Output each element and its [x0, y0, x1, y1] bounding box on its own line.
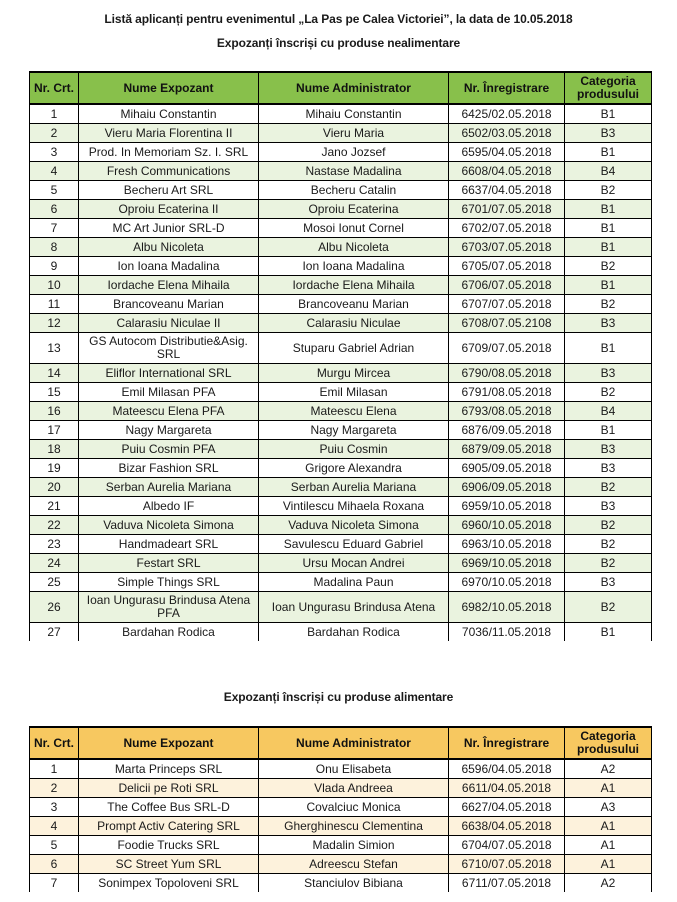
- cell-categoria: A2: [565, 759, 652, 779]
- cell-nume-expozant: GS Autocom Distributie&Asig. SRL: [79, 333, 259, 364]
- cell-categoria: B4: [565, 162, 652, 181]
- table-row: [30, 238, 652, 257]
- cell-nume-administrator: Vlada Andreea: [259, 779, 449, 798]
- cell-nume-expozant: Oproiu Ecaterina II: [79, 200, 259, 219]
- table-row: [30, 440, 652, 459]
- cell-nume-administrator: Mihaiu Constantin: [259, 104, 449, 124]
- table-row: [30, 779, 652, 798]
- cell-nr-crt: 6: [30, 200, 79, 219]
- cell-nr-inregistrare: 6608/04.05.2018: [449, 162, 565, 181]
- cell-nr-crt: 11: [30, 295, 79, 314]
- cell-categoria: B1: [565, 623, 652, 642]
- cell-nr-inregistrare: 6879/09.05.2018: [449, 440, 565, 459]
- cell-nr-inregistrare: 6611/04.05.2018: [449, 779, 565, 798]
- cell-nr-inregistrare: 6982/10.05.2018: [449, 592, 565, 623]
- cell-categoria: B2: [565, 383, 652, 402]
- cell-nume-administrator: Brancoveanu Marian: [259, 295, 449, 314]
- cell-nume-administrator: Vaduva Nicoleta Simona: [259, 516, 449, 535]
- cell-categoria: B3: [565, 573, 652, 592]
- cell-nume-expozant: Ion Ioana Madalina: [79, 257, 259, 276]
- cell-categoria: B3: [565, 124, 652, 143]
- cell-nr-crt: 19: [30, 459, 79, 478]
- cell-categoria: B1: [565, 421, 652, 440]
- cell-nr-inregistrare: 7036/11.05.2018: [449, 623, 565, 642]
- cell-nume-administrator: Mateescu Elena: [259, 402, 449, 421]
- cell-nr-crt: 5: [30, 181, 79, 200]
- cell-nr-inregistrare: 6710/07.05.2018: [449, 855, 565, 874]
- cell-categoria: B1: [565, 143, 652, 162]
- cell-nume-administrator: Savulescu Eduard Gabriel: [259, 535, 449, 554]
- cell-nume-administrator: Covalciuc Monica: [259, 798, 449, 817]
- cell-nume-expozant: Serban Aurelia Mariana: [79, 478, 259, 497]
- cell-nume-expozant: Brancoveanu Marian: [79, 295, 259, 314]
- cell-nr-crt: 1: [30, 104, 79, 124]
- cell-nr-crt: 8: [30, 238, 79, 257]
- table-row: [30, 478, 652, 497]
- cell-nume-expozant: Emil Milasan PFA: [79, 383, 259, 402]
- cell-nume-expozant: Foodie Trucks SRL: [79, 836, 259, 855]
- cell-nume-administrator: Ion Ioana Madalina: [259, 257, 449, 276]
- cell-nume-expozant: Becheru Art SRL: [79, 181, 259, 200]
- cell-categoria: B3: [565, 497, 652, 516]
- cell-nume-expozant: Albedo IF: [79, 497, 259, 516]
- cell-nr-inregistrare: 6790/08.05.2018: [449, 364, 565, 383]
- cell-nr-crt: 18: [30, 440, 79, 459]
- table-row: [30, 364, 652, 383]
- cell-nr-inregistrare: 6706/07.05.2018: [449, 276, 565, 295]
- cell-categoria: B1: [565, 200, 652, 219]
- header-nume-administrator: Nume Administrator: [259, 72, 449, 104]
- cell-nr-crt: 3: [30, 798, 79, 817]
- cell-nume-administrator: Calarasiu Niculae: [259, 314, 449, 333]
- cell-categoria: B1: [565, 276, 652, 295]
- cell-nr-inregistrare: 6502/03.05.2018: [449, 124, 565, 143]
- cell-nr-crt: 15: [30, 383, 79, 402]
- cell-nume-expozant: Mihaiu Constantin: [79, 104, 259, 124]
- cell-nr-crt: 25: [30, 573, 79, 592]
- cell-nume-expozant: Puiu Cosmin PFA: [79, 440, 259, 459]
- cell-nume-expozant: The Coffee Bus SRL-D: [79, 798, 259, 817]
- table-row: [30, 143, 652, 162]
- table-row: [30, 257, 652, 276]
- cell-nume-administrator: Puiu Cosmin: [259, 440, 449, 459]
- cell-nume-administrator: Bardahan Rodica: [259, 623, 449, 642]
- table-row: [30, 497, 652, 516]
- cell-categoria: B3: [565, 364, 652, 383]
- cell-nume-administrator: Nastase Madalina: [259, 162, 449, 181]
- cell-nr-inregistrare: 6791/08.05.2018: [449, 383, 565, 402]
- table-row: [30, 798, 652, 817]
- table-row: [30, 314, 652, 333]
- cell-categoria: A2: [565, 874, 652, 893]
- table-header-row: [30, 727, 652, 759]
- table-row: [30, 124, 652, 143]
- cell-nr-crt: 6: [30, 855, 79, 874]
- cell-nume-administrator: Madalina Paun: [259, 573, 449, 592]
- table-row: [30, 104, 652, 124]
- cell-categoria: B3: [565, 314, 652, 333]
- cell-nume-expozant: Nagy Margareta: [79, 421, 259, 440]
- cell-nume-administrator: Oproiu Ecaterina: [259, 200, 449, 219]
- cell-categoria: B2: [565, 592, 652, 623]
- cell-nr-crt: 17: [30, 421, 79, 440]
- cell-nume-expozant: Marta Princeps SRL: [79, 759, 259, 779]
- header-nr-inregistrare: Nr. Înregistrare: [449, 727, 565, 759]
- cell-nume-administrator: Emil Milasan: [259, 383, 449, 402]
- table-row: [30, 402, 652, 421]
- cell-categoria: B3: [565, 440, 652, 459]
- cell-categoria: A1: [565, 817, 652, 836]
- cell-nume-administrator: Murgu Mircea: [259, 364, 449, 383]
- cell-nr-crt: 4: [30, 162, 79, 181]
- cell-nume-expozant: Vaduva Nicoleta Simona: [79, 516, 259, 535]
- table-row: [30, 836, 652, 855]
- cell-nume-expozant: Sonimpex Topoloveni SRL: [79, 874, 259, 893]
- table-row: [30, 623, 652, 642]
- cell-nr-crt: 7: [30, 219, 79, 238]
- cell-nr-crt: 16: [30, 402, 79, 421]
- table-row: [30, 554, 652, 573]
- cell-nume-expozant: Vieru Maria Florentina II: [79, 124, 259, 143]
- cell-nume-expozant: Calarasiu Niculae II: [79, 314, 259, 333]
- cell-nume-expozant: MC Art Junior SRL-D: [79, 219, 259, 238]
- cell-nr-inregistrare: 6959/10.05.2018: [449, 497, 565, 516]
- cell-nr-crt: 4: [30, 817, 79, 836]
- cell-nume-expozant: Albu Nicoleta: [79, 238, 259, 257]
- header-categoria: Categoria produsului: [565, 727, 652, 759]
- cell-nr-inregistrare: 6709/07.05.2018: [449, 333, 565, 364]
- header-nr-inregistrare: Nr. Înregistrare: [449, 72, 565, 104]
- cell-nume-administrator: Stanciulov Bibiana: [259, 874, 449, 893]
- cell-categoria: B3: [565, 459, 652, 478]
- table-row: [30, 200, 652, 219]
- cell-categoria: A1: [565, 779, 652, 798]
- cell-nr-crt: 5: [30, 836, 79, 855]
- cell-nume-expozant: Prod. In Memoriam Sz. I. SRL: [79, 143, 259, 162]
- cell-categoria: B2: [565, 295, 652, 314]
- cell-categoria: A1: [565, 855, 652, 874]
- cell-nume-expozant: Delicii pe Roti SRL: [79, 779, 259, 798]
- header-nume-expozant: Nume Expozant: [79, 727, 259, 759]
- cell-nr-crt: 24: [30, 554, 79, 573]
- cell-nume-administrator: Jano Jozsef: [259, 143, 449, 162]
- cell-categoria: B1: [565, 333, 652, 364]
- cell-nume-administrator: Stuparu Gabriel Adrian: [259, 333, 449, 364]
- cell-nr-crt: 13: [30, 333, 79, 364]
- cell-nr-crt: 3: [30, 143, 79, 162]
- table-row: [30, 459, 652, 478]
- cell-nume-administrator: Iordache Elena Mihaila: [259, 276, 449, 295]
- cell-nr-crt: 12: [30, 314, 79, 333]
- cell-nr-inregistrare: 6876/09.05.2018: [449, 421, 565, 440]
- cell-categoria: B1: [565, 238, 652, 257]
- cell-nr-inregistrare: 6701/07.05.2018: [449, 200, 565, 219]
- cell-nume-administrator: Grigore Alexandra: [259, 459, 449, 478]
- cell-nume-expozant: Mateescu Elena PFA: [79, 402, 259, 421]
- cell-nr-crt: 1: [30, 759, 79, 779]
- cell-nume-expozant: Eliflor International SRL: [79, 364, 259, 383]
- cell-categoria: A3: [565, 798, 652, 817]
- document-title: Listă aplicanți pentru evenimentul „La Pas pe Calea Victoriei”, la data de 10.05.2018: [104, 12, 573, 26]
- cell-nume-administrator: Onu Elisabeta: [259, 759, 449, 779]
- cell-categoria: B1: [565, 219, 652, 238]
- cell-nume-expozant: Iordache Elena Mihaila: [79, 276, 259, 295]
- cell-categoria: B2: [565, 554, 652, 573]
- cell-categoria: B2: [565, 181, 652, 200]
- table-alimentare: [29, 726, 652, 892]
- cell-nr-crt: 7: [30, 874, 79, 893]
- cell-nume-administrator: Madalin Simion: [259, 836, 449, 855]
- header-nr-crt: Nr. Crt.: [30, 727, 79, 759]
- cell-categoria: B2: [565, 535, 652, 554]
- cell-nume-expozant: Bardahan Rodica: [79, 623, 259, 642]
- table-row: [30, 855, 652, 874]
- cell-nr-inregistrare: 6627/04.05.2018: [449, 798, 565, 817]
- cell-categoria: A1: [565, 836, 652, 855]
- table-row: [30, 874, 652, 893]
- cell-nr-inregistrare: 6969/10.05.2018: [449, 554, 565, 573]
- table-row: [30, 759, 652, 779]
- cell-categoria: B2: [565, 257, 652, 276]
- cell-nr-crt: 21: [30, 497, 79, 516]
- cell-nr-crt: 23: [30, 535, 79, 554]
- cell-nr-inregistrare: 6793/08.05.2018: [449, 402, 565, 421]
- cell-nume-expozant: Handmadeart SRL: [79, 535, 259, 554]
- cell-nume-expozant: Bizar Fashion SRL: [79, 459, 259, 478]
- cell-nume-administrator: Vieru Maria: [259, 124, 449, 143]
- cell-nr-crt: 10: [30, 276, 79, 295]
- table-row: [30, 333, 652, 364]
- cell-nr-crt: 9: [30, 257, 79, 276]
- cell-nr-crt: 22: [30, 516, 79, 535]
- cell-categoria: B1: [565, 104, 652, 124]
- table-row: [30, 592, 652, 623]
- cell-nume-expozant: Ioan Ungurasu Brindusa Atena PFA: [79, 592, 259, 623]
- cell-nume-expozant: Simple Things SRL: [79, 573, 259, 592]
- cell-nume-administrator: Becheru Catalin: [259, 181, 449, 200]
- cell-nr-inregistrare: 6707/07.05.2018: [449, 295, 565, 314]
- cell-nr-inregistrare: 6708/07.05.2108: [449, 314, 565, 333]
- table-row: [30, 219, 652, 238]
- cell-categoria: B2: [565, 516, 652, 535]
- cell-nume-administrator: Gherghinescu Clementina: [259, 817, 449, 836]
- cell-nr-inregistrare: 6425/02.05.2018: [449, 104, 565, 124]
- cell-nr-inregistrare: 6905/09.05.2018: [449, 459, 565, 478]
- table-nealimentare: [29, 71, 652, 641]
- cell-categoria: B4: [565, 402, 652, 421]
- cell-nr-inregistrare: 6960/10.05.2018: [449, 516, 565, 535]
- cell-nume-administrator: Albu Nicoleta: [259, 238, 449, 257]
- cell-nume-expozant: Prompt Activ Catering SRL: [79, 817, 259, 836]
- header-nume-expozant: Nume Expozant: [79, 72, 259, 104]
- header-nr-crt: Nr. Crt.: [30, 72, 79, 104]
- header-nume-administrator: Nume Administrator: [259, 727, 449, 759]
- section-title-alimentare: Expozanți înscriși cu produse alimentare: [223, 690, 454, 704]
- table-row: [30, 162, 652, 181]
- cell-nume-administrator: Ursu Mocan Andrei: [259, 554, 449, 573]
- cell-nr-crt: 20: [30, 478, 79, 497]
- cell-nr-inregistrare: 6595/04.05.2018: [449, 143, 565, 162]
- cell-nr-inregistrare: 6711/07.05.2018: [449, 874, 565, 893]
- section-title-nealimentare: Expozanți înscriși cu produse nealimentare: [216, 36, 461, 50]
- cell-categoria: B2: [565, 478, 652, 497]
- cell-nr-inregistrare: 6638/04.05.2018: [449, 817, 565, 836]
- cell-nume-expozant: SC Street Yum SRL: [79, 855, 259, 874]
- cell-nr-inregistrare: 6596/04.05.2018: [449, 759, 565, 779]
- cell-nume-administrator: Ioan Ungurasu Brindusa Atena: [259, 592, 449, 623]
- cell-nr-inregistrare: 6637/04.05.2018: [449, 181, 565, 200]
- table-row: [30, 276, 652, 295]
- cell-nr-inregistrare: 6906/09.05.2018: [449, 478, 565, 497]
- cell-nr-crt: 2: [30, 779, 79, 798]
- cell-nume-administrator: Adreescu Stefan: [259, 855, 449, 874]
- table-row: [30, 383, 652, 402]
- cell-nr-inregistrare: 6963/10.05.2018: [449, 535, 565, 554]
- cell-nr-crt: 14: [30, 364, 79, 383]
- table-row: [30, 535, 652, 554]
- table-header-row: [30, 72, 652, 104]
- cell-nume-expozant: Fresh Communications: [79, 162, 259, 181]
- table-row: [30, 181, 652, 200]
- table-row: [30, 516, 652, 535]
- cell-nume-administrator: Vintilescu Mihaela Roxana: [259, 497, 449, 516]
- cell-nume-expozant: Festart SRL: [79, 554, 259, 573]
- cell-nr-inregistrare: 6705/07.05.2018: [449, 257, 565, 276]
- cell-nr-inregistrare: 6703/07.05.2018: [449, 238, 565, 257]
- cell-nr-inregistrare: 6970/10.05.2018: [449, 573, 565, 592]
- table-row: [30, 295, 652, 314]
- cell-nume-administrator: Nagy Margareta: [259, 421, 449, 440]
- cell-nr-crt: 27: [30, 623, 79, 642]
- cell-nr-crt: 26: [30, 592, 79, 623]
- cell-nr-crt: 2: [30, 124, 79, 143]
- header-categoria: Categoria produsului: [565, 72, 652, 104]
- cell-nr-inregistrare: 6704/07.05.2018: [449, 836, 565, 855]
- table-row: [30, 817, 652, 836]
- cell-nume-administrator: Mosoi Ionut Cornel: [259, 219, 449, 238]
- table-row: [30, 573, 652, 592]
- cell-nr-inregistrare: 6702/07.05.2018: [449, 219, 565, 238]
- table-row: [30, 421, 652, 440]
- cell-nume-administrator: Serban Aurelia Mariana: [259, 478, 449, 497]
